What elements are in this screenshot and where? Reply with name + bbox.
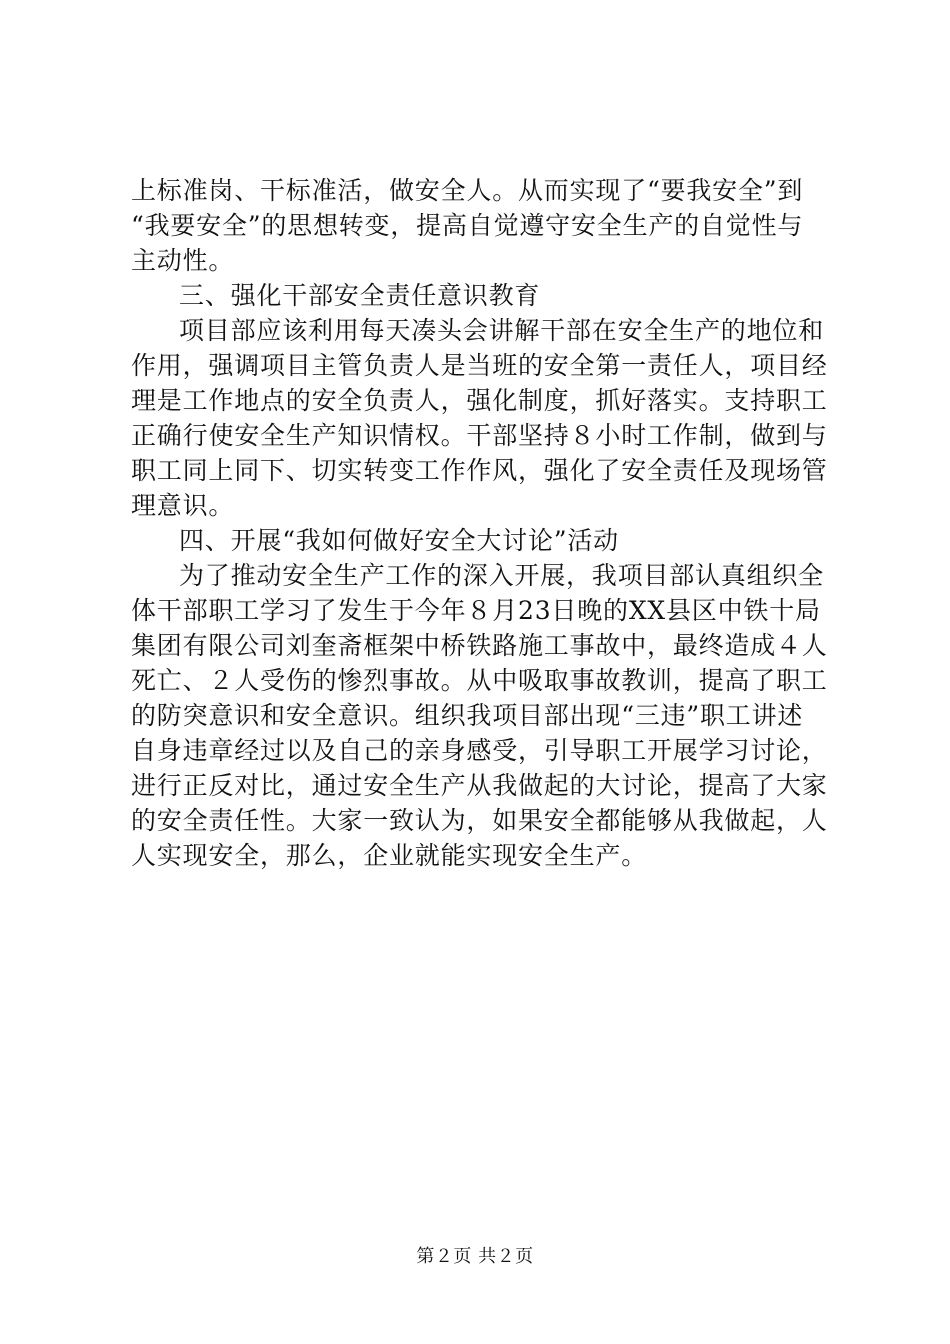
- text-line: 自身违章经过以及自己的亲身感受，引导职工开展学习讨论，: [131, 736, 828, 765]
- text-line: 体干部职工学习了发生于今年８月23日晚的XX县区中铁十局: [131, 596, 821, 625]
- text-line: 人实现安全，那么，企业就能实现安全生产。: [131, 841, 648, 870]
- paragraph-first-line: 项目部应该利用每天凑头会讲解干部在安全生产的地位和: [179, 316, 825, 345]
- section-heading-4: 四、开展“我如何做好安全大讨论”活动: [179, 526, 619, 555]
- text-line: 的防突意识和安全意识。组织我项目部出现“三违”职工讲述: [131, 701, 804, 730]
- text-line: 死亡、２人受伤的惨烈事故。从中吸取事故教训，提高了职工: [131, 666, 828, 695]
- text-line: 理是工作地点的安全负责人，强化制度，抓好落实。支持职工: [131, 386, 828, 415]
- text-line: 集团有限公司刘奎斋框架中桥铁路施工事故中，最终造成４人: [131, 631, 828, 660]
- text-line: 职工同上同下、切实转变工作作风，强化了安全责任及现场管: [131, 456, 828, 485]
- text-line: 理意识。: [131, 491, 235, 520]
- text-line: “我要安全”的思想转变，提高自觉遵守安全生产的自觉性与: [131, 211, 804, 240]
- text-line: 作用，强调项目主管负责人是当班的安全第一责任人，项目经: [131, 351, 828, 380]
- text-line: 进行正反对比，通过安全生产从我做起的大讨论，提高了大家: [131, 771, 828, 800]
- paragraph-first-line: 为了推动安全生产工作的深入开展，我项目部认真组织全: [179, 561, 825, 590]
- section-heading-3: 三、强化干部安全责任意识教育: [179, 281, 541, 310]
- page-number-footer: 第２页 共２页: [416, 1246, 534, 1267]
- text-line: 上标准岗、干标准活，做安全人。从而实现了“要我安全”到: [131, 176, 804, 205]
- text-line: 的安全责任性。大家一致认为，如果安全都能够从我做起，人: [131, 806, 828, 835]
- text-line: 主动性。: [131, 246, 235, 275]
- text-line: 正确行使安全生产知识情权。干部坚持８小时工作制，做到与: [131, 421, 828, 450]
